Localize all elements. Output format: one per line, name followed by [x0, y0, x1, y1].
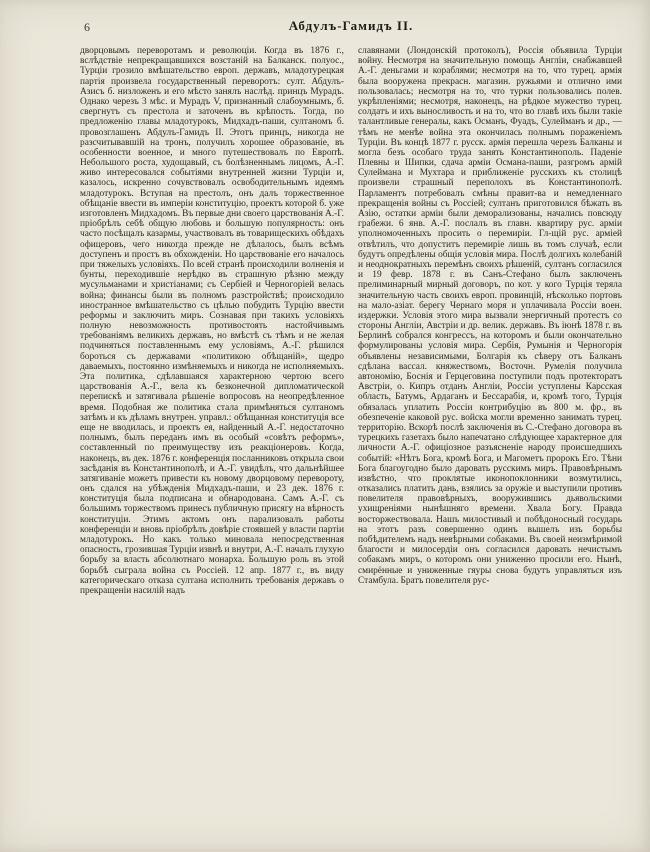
page-number: 6 — [84, 20, 90, 34]
article-body — [80, 46, 622, 842]
article-column-right: славянами (Лондонскій протоколъ), Россія объявила Турціи войну. Несмотря на значительную помощь Англіи, снабжавшей А.-Г. деньгами и кораблями; несмотря на то, что турец. армія была вооружена прекрасн. магазин. ружьями и отлично ими пользовалась; несмотря на то, что турки пользовались полев. укрѣпленіями; несмотря, наконецъ, на рѣдкое мужество турец. солдатъ и ихъ выносливость и на то, что во главѣ ихъ были такіе талантливые генералы, какъ Османъ, Фуадъ, Сулейманъ и др., — тѣмъ не менѣе война эта окончилась полнымъ пораженіемъ Турціи. Въ концѣ 1877 г. русск. армія перешла черезъ Балканы и могла безъ особаго труда занять Константинополь. Паденіе Плевны и Шипки, сдача арміи Османа-паши, разгромъ армій Сулеймана и Мухтара и приближеніе русскихъ къ столицѣ произвели страшный переполохъ въ Константинополѣ. Парламентъ потребовалъ смѣны правит-ва и немедленнаго прекращенія войны съ Россіей; султанъ приготовился бѣжать въ Азію, остатки арміи были деморализованы, начались повсюду грабежи. 6 янв. А.-Г. послалъ въ главн. квартиру рус. арміи уполномоченныхъ просить о перемиріи. Гл-щій рус. арміей отвѣтилъ, что допуститъ перемиріе лишь въ томъ случаѣ, если будутъ опредѣлены общія условія мира. Послѣ долгихъ колебаній и неоднократныхъ перемѣнъ своихъ рѣшеній, султанъ согласился и 19 февр. 1878 г. въ Санъ-Стефано былъ заключенъ прелиминарный мирный договоръ, по кот. у кого Турція теряла значительную часть своихъ европ. провинцій, нѣсколько портовъ на мало-азіат. берегу Чернаго моря и уплачивала Россіи воен. издержки. Условія этого мира вызвали энергичный протестъ со стороны Англіи, Австріи и др. велик. державъ. Въ іюнѣ 1878 г. въ Берлинѣ собрался конгрессъ, на которомъ и были окончательно формулированы условія мира. Сербія, Румынія и Черногорія объявлены независимыми, Болгарія къ сѣверу отъ Балканъ сдѣлана вассал. княжествомъ, Восточн. Румелія получила автономію, Боснія и Герцеговина поступили подъ протекторатъ Австріи, о. Кипръ отданъ Англіи, Россіи уступлены Карсская область, Батумъ, Ардаганъ и Бессарабія, и, кромѣ того, Турція обязалась уплатить Россіи контрибуцію въ 800 м. фр., въ обезпеченіе каковой рус. войска могли временно занимать турец. территорію. Вскорѣ послѣ заключенія въ С.-Стефано договора въ турецкихъ газетахъ было напечатано слѣдующее характерное для личности А.-Г. офиціозное разъясненіе народу происшедшихъ событій: «Нѣтъ Бога, кромѣ Бога, и Магометъ пророкъ Его. Тѣни Бога благоугодно было даровать русскимъ миръ. Правовѣрнымъ извѣстно, что проклятые иконопоклонники возмутились, отказались платить дань, взялись за оружіе и выступили противъ повелителя правовѣрныхъ, вооружившись дьявольскими ухищреніями нынѣшняго времени. Хвала Богу. Правда восторжествовала. Нашъ милостивый и побѣдоносный государь на этотъ разъ совершенно одинъ вышелъ изъ борьбы побѣдителемъ надъ невѣрными собаками. Въ своей неизмѣримой благости и милосердіи онъ согласился даровать нечистымъ собакамъ миръ, о которомъ они униженно просили его. Нынѣ, смирённые и униженные гяуры снова будутъ управляться изъ Стамбула. Братъ повелителя рус- — [358, 46, 622, 586]
article-column-left: дворцовымъ переворотамъ и революціи. Когда въ 1876 г., вслѣдствіе непрекращавшихся возстаній на Балканск. полуос., Турціи грозило вмѣшательство европ. державъ, младотурецкая партія произвела государственный переворотъ: султ. Абдулъ-Азисъ б. низложенъ и его мѣсто занялъ наслѣд. принцъ Мурадъ. Однако черезъ 3 мѣс. и Мурадъ V, признанный слабоумнымъ, б. свергнутъ съ престола и заточенъ въ крѣпость. Тогда, по предложенію главы младотурокъ, Мидхадъ-паши, султаномъ б. провозглашенъ Абдулъ-Гамидъ II. Этотъ принцъ, никогда не разсчитывавшій на тронъ, получилъ хорошее образованіе, въ особенности военное, и много путешествовалъ по Европѣ. Небольшого роста, худощавый, съ болѣзненнымъ лицомъ, А.-Г. живо интересовался событіями внутренней жизни Турціи и, казалось, искренно сочувствовалъ освободительнымъ идеямъ младотурокъ. Вступая на престолъ, онъ далъ торжественное обѣщаніе ввести въ имперіи конституцію, проектъ которой б. уже изготовленъ Мидхадомъ. Въ первые дни своего царствованія А.-Г. пріобрѣлъ себѣ общую любовь и большую популярность: онъ часто посѣщалъ казармы, участвовалъ въ товарищескихъ обѣдахъ офицеровъ, чего никогда прежде не дѣлалось, былъ всѣмъ доступенъ и простъ въ обхожденіи. Но царствованіе его началось при тяжелыхъ условіяхъ. По всей странѣ происходили волненія и бунты, переходившіе нерѣдко въ страшную рѣзню между мусульманами и христіанами; съ Сербіей и Черногоріей велась война; финансы были въ полномъ разстройствѣ; происходило иностранное вмѣшательство съ цѣлью побудить Турцію ввести реформы и заключить миръ. Сознавая при такихъ условіяхъ полную невозможность противостоять настойчивымъ требованіямъ великихъ державъ, но вмѣстѣ съ тѣмъ и не желая подчиняться поставленнымъ ему условіямъ, А.-Г. рѣшился бороться съ державами «политикою обѣщаній», щедро даваемыхъ, постоянно измѣняемыхъ и никогда не исполняемыхъ. Эта политика, сдѣлавшаяся характерною чертою всего царствованія А.-Г., вела къ безконечной дипломатической перепискѣ и затягивала рѣшеніе вопросовъ на неопредѣленное время. Подобная же политика стала примѣняться султаномъ затѣмъ и къ дѣламъ внутрен. управл.: обѣщанная конституція все еще не вводилась, и проектъ ея, найденный А.-Г. недостаточно полнымъ, былъ переданъ имъ въ особый «совѣтъ реформъ», составленный по преимуществу изъ реакціонеровъ. Когда, наконецъ, въ дек. 1876 г. конференція посланниковъ открыла свои засѣданія въ Константинополѣ, и А.-Г. увидѣлъ, что дальнѣйшее затягиваніе можетъ привести къ новому дворцовому перевороту, онъ сдался на убѣжденія Мидхадъ-паши, и 23 дек. 1876 г. конституція была подписана и обнародована. Самъ А.-Г. съ большимъ торжествомъ принесъ публичную присягу на вѣрность конституціи. Этимъ актомъ онъ парализовалъ работы конференціи и вновь пріобрѣлъ довѣріе стоявшей у власти партіи младотурокъ. Но какъ только миновала непосредственная опасность, грозившая Турціи извнѣ и внутри, А.-Г. началъ глухую борьбу за власть абсолютнаго монарха. Большую роль въ этой борьбѣ сыграла война съ Россіей. 12 апр. 1877 г., въ виду категорическаго отказа султана исполнить требованія державъ о прекращеніи насилій надъ — [80, 46, 344, 596]
running-header-title: Абдулъ-Гамидъ II. — [288, 18, 414, 33]
running-head — [80, 18, 622, 38]
